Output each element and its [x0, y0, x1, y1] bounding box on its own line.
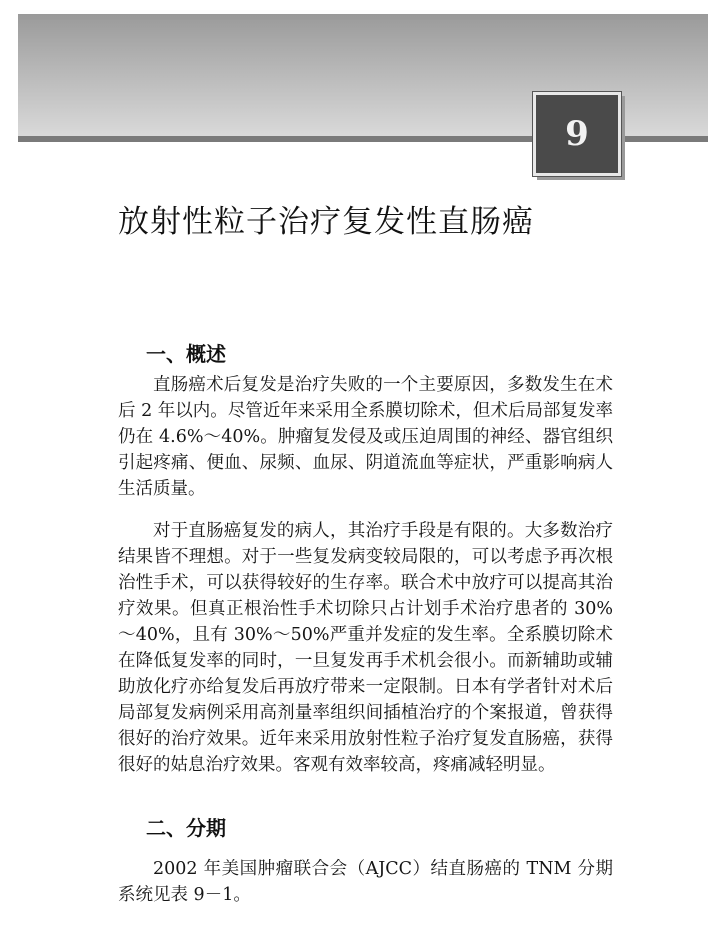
section-heading-overview: 一、概述 [146, 342, 226, 366]
chapter-title: 放射性粒子治疗复发性直肠癌 [118, 204, 534, 240]
chapter-number: 9 [565, 114, 589, 154]
paragraph-staging-1: 2002 年美国肿瘤联合会（AJCC）结直肠癌的 TNM 分期系统见表 9－1。 [118, 859, 613, 905]
paragraph-overview-1: 直肠癌术后复发是治疗失败的一个主要原因，多数发生在术后 2 年以内。尽管近年来采用全系膜切除术，但术后局部复发率仍在 4.6%～40%。肿瘤复发侵及或压迫周围的神经、器官组织引起疼痛、便血、尿频、血尿、阴道流血等症状，严重影响病人生活质量。 [118, 375, 613, 499]
chapter-number-badge [533, 92, 621, 176]
section-heading-staging: 二、分期 [146, 816, 226, 840]
paragraph-overview-2: 对于直肠癌复发的病人，其治疗手段是有限的。大多数治疗结果皆不理想。对于一些复发病变较局限的，可以考虑予再次根治性手术，可以获得较好的生存率。联合术中放疗可以提高其治疗效果。但真正根治性手术切除只占计划手术治疗患者的 30%～40%，且有 30%～50%严重并发症的发生率。全系膜切除术在降低复发率的同时，一旦复发再手术机会很小。而新辅助或辅助放化疗亦给复发后再放疗带来一定限制。日本有学者针对术后局部复发病例采用高剂量率组织间插植治疗的个案报道，曾获得很好的治疗效果。近年来采用放射性粒子治疗复发直肠癌，获得很好的姑息治疗效果。客观有效率较高，疼痛减轻明显。 [118, 521, 613, 775]
